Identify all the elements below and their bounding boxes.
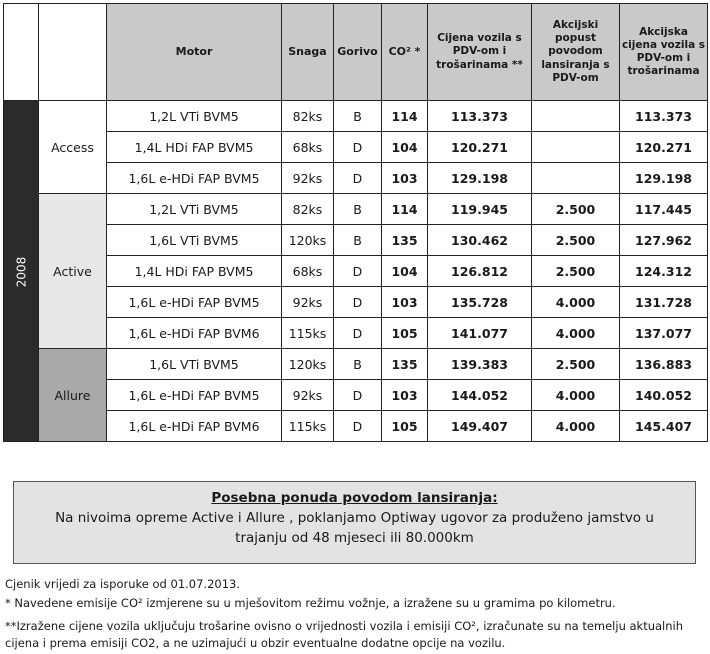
snaga-cell: 115ks [282, 318, 334, 349]
co2-cell: 114 [382, 194, 428, 225]
final-price-cell: 129.198 [620, 163, 708, 194]
final-price-cell: 140.052 [620, 380, 708, 411]
co2-cell: 135 [382, 225, 428, 256]
motor-cell: 1,6L e-HDi FAP BVM6 [107, 318, 282, 349]
snaga-cell: 82ks [282, 101, 334, 132]
gorivo-cell: D [334, 380, 382, 411]
final-price-cell: 127.962 [620, 225, 708, 256]
discount-cell: 4.000 [532, 318, 620, 349]
motor-cell: 1,2L VTi BVM5 [107, 101, 282, 132]
header-co2: CO² * [382, 4, 428, 101]
table-row [4, 101, 708, 132]
gorivo-cell: D [334, 287, 382, 318]
gorivo-cell: B [334, 101, 382, 132]
co2-cell: 103 [382, 287, 428, 318]
price-cell: 126.812 [428, 256, 532, 287]
co2-cell: 104 [382, 256, 428, 287]
price-cell: 141.077 [428, 318, 532, 349]
co2-cell: 103 [382, 163, 428, 194]
header-blank [4, 4, 39, 101]
co2-cell: 103 [382, 380, 428, 411]
discount-cell [532, 132, 620, 163]
table-row [4, 132, 708, 163]
co2-cell: 135 [382, 349, 428, 380]
snaga-cell: 92ks [282, 287, 334, 318]
final-price-cell: 120.271 [620, 132, 708, 163]
gorivo-cell: D [334, 318, 382, 349]
price-cell: 113.373 [428, 101, 532, 132]
table-row [4, 256, 708, 287]
offer-title: Posebna ponuda povodom lansiranja: [211, 490, 498, 506]
header-discount: Akcijski popust povodom lansiranja s PDV-om [532, 4, 620, 101]
price-cell: 139.383 [428, 349, 532, 380]
header-snaga: Snaga [282, 4, 334, 101]
header-price: Cijena vozila s PDV-om i trošarinama ** [428, 4, 532, 101]
final-price-cell: 124.312 [620, 256, 708, 287]
motor-cell: 1,4L HDi FAP BVM5 [107, 132, 282, 163]
price-footnote: **Izražene cijene vozila uključuju trošarine ovisno o vrijednosti vozila i emisiji CO², izračunate su na temelju aktualnih cijena i prema emisiji CO2, a ne uzimajući u obzir eventualne dodatne opcije na vozilu. [5, 619, 684, 650]
discount-cell: 4.000 [532, 411, 620, 442]
table-row [4, 163, 708, 194]
offer-text-line-1: Na nivoima opreme Active i Allure , poklanjamo Optiway ugovor za produženo jamstvo u [55, 510, 654, 526]
price-cell: 130.462 [428, 225, 532, 256]
table-row [4, 380, 708, 411]
trim-allure: Allure [39, 349, 107, 442]
co2-footnote: * Navedene emisije CO² izmjerene su u mješovitom režimu vožnje, a izražene su u gramima po kilometru. [5, 596, 616, 610]
snaga-cell: 115ks [282, 411, 334, 442]
header-final-price: Akcijska cijena vozila s PDV-om i trošarinama [620, 4, 708, 101]
price-cell: 135.728 [428, 287, 532, 318]
co2-cell: 114 [382, 101, 428, 132]
table-row [4, 411, 708, 442]
snaga-cell: 120ks [282, 349, 334, 380]
co2-cell: 104 [382, 132, 428, 163]
trim-access: Access [39, 101, 107, 194]
trim-active: Active [39, 194, 107, 349]
discount-cell: 4.000 [532, 287, 620, 318]
table-row [4, 225, 708, 256]
motor-cell: 1,6L VTi BVM5 [107, 225, 282, 256]
final-price-cell: 117.445 [620, 194, 708, 225]
header-row [4, 4, 708, 101]
validity-note: Cjenik vrijedi za isporuke od 01.07.2013. [5, 577, 240, 591]
price-cell: 144.052 [428, 380, 532, 411]
final-price-cell: 145.407 [620, 411, 708, 442]
model-label: 2008 [4, 101, 39, 442]
discount-cell: 2.500 [532, 349, 620, 380]
snaga-cell: 68ks [282, 132, 334, 163]
motor-cell: 1,6L e-HDi FAP BVM6 [107, 411, 282, 442]
gorivo-cell: B [334, 225, 382, 256]
footnotes [5, 576, 705, 652]
price-cell: 119.945 [428, 194, 532, 225]
motor-cell: 1,2L VTi BVM5 [107, 194, 282, 225]
final-price-cell: 131.728 [620, 287, 708, 318]
price-cell: 120.271 [428, 132, 532, 163]
snaga-cell: 92ks [282, 163, 334, 194]
gorivo-cell: B [334, 349, 382, 380]
snaga-cell: 68ks [282, 256, 334, 287]
header-blank [39, 4, 107, 101]
motor-cell: 1,6L VTi BVM5 [107, 349, 282, 380]
gorivo-cell: D [334, 411, 382, 442]
table-row [4, 318, 708, 349]
special-offer-box [13, 481, 696, 564]
snaga-cell: 82ks [282, 194, 334, 225]
motor-cell: 1,6L e-HDi FAP BVM5 [107, 287, 282, 318]
final-price-cell: 136.883 [620, 349, 708, 380]
co2-cell: 105 [382, 318, 428, 349]
table-row [4, 194, 708, 225]
table-row [4, 349, 708, 380]
discount-cell: 2.500 [532, 194, 620, 225]
price-table [3, 3, 708, 442]
discount-cell: 4.000 [532, 380, 620, 411]
discount-cell [532, 163, 620, 194]
snaga-cell: 92ks [282, 380, 334, 411]
final-price-cell: 137.077 [620, 318, 708, 349]
final-price-cell: 113.373 [620, 101, 708, 132]
price-cell: 149.407 [428, 411, 532, 442]
motor-cell: 1,6L e-HDi FAP BVM5 [107, 380, 282, 411]
co2-cell: 105 [382, 411, 428, 442]
gorivo-cell: D [334, 163, 382, 194]
gorivo-cell: D [334, 132, 382, 163]
motor-cell: 1,6L e-HDi FAP BVM5 [107, 163, 282, 194]
gorivo-cell: B [334, 194, 382, 225]
header-motor: Motor [107, 4, 282, 101]
table-row [4, 287, 708, 318]
price-cell: 129.198 [428, 163, 532, 194]
discount-cell: 2.500 [532, 256, 620, 287]
header-gorivo: Gorivo [334, 4, 382, 101]
offer-text-line-2: trajanju od 48 mjeseci ili 80.000km [235, 530, 474, 546]
gorivo-cell: D [334, 256, 382, 287]
snaga-cell: 120ks [282, 225, 334, 256]
discount-cell: 2.500 [532, 225, 620, 256]
motor-cell: 1,4L HDi FAP BVM5 [107, 256, 282, 287]
discount-cell [532, 101, 620, 132]
